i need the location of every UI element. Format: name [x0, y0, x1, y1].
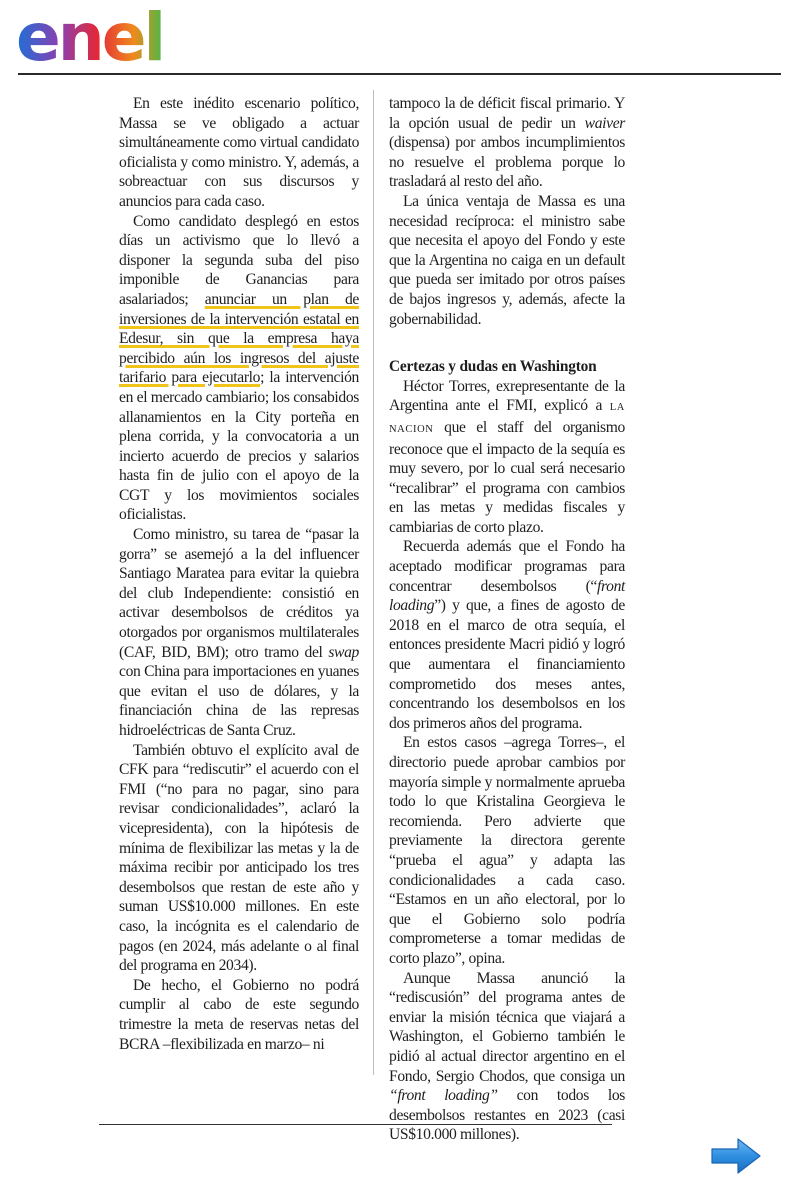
paragraph: También obtuvo el explícito aval de CFK para “rediscutir” el acuerdo con el FMI (“no para no pagar, sino para revisar condicionalidades”, aclaró la vicepresidenta), con la hipótesis de mínima de flexibilizar las metas y la de máxima recibir por anticipado los tres desembolsos que restan de este año y suman US$10.000 millones. En este caso, la incógnita es el calendario de pagos (en 2024, más adelante o al final del programa en 2034). [119, 741, 359, 975]
paragraph: La única ventaja de Massa es una necesidad recíproca: el ministro sabe que necesita el apoyo del Fondo y este que la Argentina no caiga en un default que pueda ser imitado por otros países de bajos ingresos y, además, afecte la gobernabilidad. [389, 192, 625, 328]
article-column-right [389, 94, 625, 1145]
paragraph: En estos casos –agrega Torres–, el directorio puede aprobar cambios por mayoría simple y normalmente aprueba todo lo que Kristalina Georgieva le recomienda. Pero advierte que previamente la directora gerente “prueba el agua” y adapta las condicionalidades a cada caso. “Estamos en un año electoral, por lo que el Gobierno solo podría comprometerse a tomar medidas de corto plazo”, opina. [389, 734, 625, 967]
logo-text: enel [16, 4, 164, 66]
paragraph: Como ministro, su tarea de “pasar la gorra” se asemejó a la del influencer Santiago Maratea para evitar la quiebra del club Independiente: consistió en activar desembolsos de créditos ya otorgados por organismos multilaterales (CAF, BID, BM); otro tramo del swap con China para importaciones en yuanes que evitan el uso de dólares, y la financiación china de las represas hidroeléctricas de Santa Cruz. [119, 526, 359, 739]
enel-logo [16, 4, 180, 66]
paragraph: Como candidato desplegó en estos días un activismo que lo llevó a disponer la segunda suba del piso imponible de Ganancias para asalariados; anunciar un plan de inversiones de la intervención estatal en Edesur, sin que la empresa haya percibido aún los ingresos del ajuste tarifario para ejecutarlo; la intervención en el mercado cambiario; los consabidos allanamientos en la City porteña en plena corrida, y la convocatoria a un incierto acuerdo de precios y salarios hasta fin de julio con el apoyo de la CGT y los movimientos sociales oficialistas. [119, 212, 359, 524]
paragraph: Héctor Torres, exrepresentante de la Argentina ante el FMI, explicó a LA NACION que el staff del organismo reconoce que el impacto de la sequía es muy severo, por lo cual será necesario “recalibrar” el programa con cambios en las metas y medidas fiscales y cambiarias de corto plazo. [389, 377, 625, 536]
paragraph: Recuerda además que el Fondo ha aceptado modificar programas para concentrar desembolsos (“front loading”) y que, a fines de agosto de 2018 en el marco de otra sequía, el entonces presidente Macri pidió y logró que aumentara el financiamiento comprometido dos meses antes, concentrando los desembolsos en los dos primeros años del programa. [389, 538, 625, 732]
section-subheading: Certezas y dudas en Washington [389, 358, 597, 376]
publication-name: LA NACION [389, 402, 625, 435]
paragraph: En este inédito escenario político, Massa se ve obligado a actuar simultáneamente como virtual candidato oficialista y como ministro. Y, además, a sobreactuar con sus discursos y anuncios para cada caso. [119, 95, 360, 210]
paragraph: tampoco la de déficit fiscal primario. Y la opción usual de pedir un waiver (dispensa) por ambos incumplimientos no resuelve el problema porque lo trasladará al resto del año. [389, 95, 625, 191]
paragraph: Aunque Massa anunció la “rediscusión” del programa antes de enviar la misión técnica que viajará a Washington, el Gobierno también le pidió al actual director argentino en el Fondo, Sergio Chodos, que consiga un “front loading” con todos los desembolsos restantes en 2023 (casi US$10.000 millones). [389, 969, 625, 1144]
header-divider [18, 73, 781, 75]
article-column-left [119, 94, 359, 1054]
right-arrow-icon[interactable] [710, 1136, 762, 1176]
paragraph: De hecho, el Gobierno no podrá cumplir al cabo de este segundo trimestre la meta de reservas netas del BCRA –flexibilizada en marzo– ni [119, 976, 359, 1053]
highlighted-text: anunciar un plan de inversiones de la intervención estatal en Edesur, sin que la empresa haya percibido aún los ingresos del ajuste tarifario para ejecutarlo [119, 290, 359, 387]
column-divider [373, 90, 374, 1075]
footer-divider [99, 1124, 612, 1125]
